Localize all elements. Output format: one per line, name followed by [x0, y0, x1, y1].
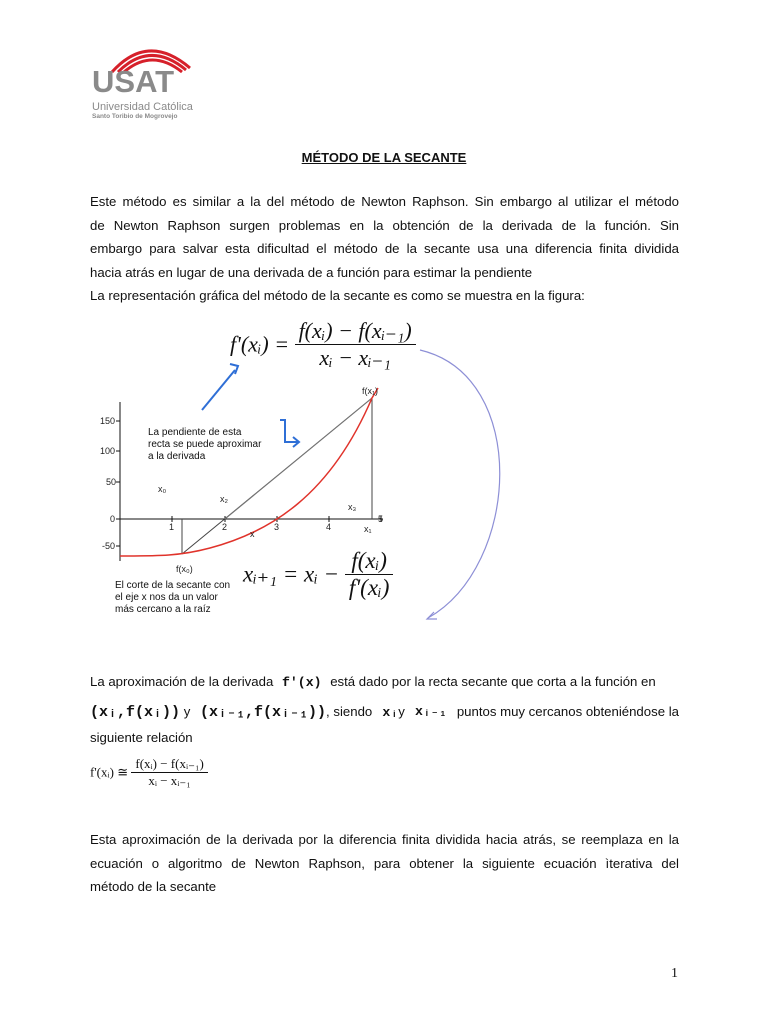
- secant-figure: [80, 316, 680, 626]
- iteration-formula: [243, 548, 393, 601]
- iter-denominator: f'(xᵢ): [348, 575, 390, 600]
- closing-line: ecuación o algoritmo de Newton Raphson, para obtener la siguiente ecuación ìterativa del: [90, 855, 679, 871]
- approx-line-2: [90, 698, 679, 726]
- point-i-minus-1: (xᵢ₋₁,f(xᵢ₋₁)): [199, 703, 327, 721]
- x-tick-label: 3: [274, 522, 280, 532]
- slope-note-line: recta se puede aproximar: [148, 439, 262, 450]
- label-x-axis: x: [250, 529, 255, 539]
- label-f-x1: f(x₁): [362, 386, 379, 396]
- function-curve: [120, 388, 378, 556]
- label-x1: x₁: [364, 524, 372, 534]
- slope-note-line: La pendiente de esta: [148, 427, 242, 438]
- slope-note-line: a la derivada: [148, 451, 206, 462]
- relation-denominator: xᵢ − xᵢ₋₁: [148, 773, 191, 788]
- curved-arrow: [420, 350, 500, 618]
- x-tick-label: 1: [169, 522, 175, 532]
- y-tick-label: -50: [102, 541, 116, 551]
- y-tick-label: 100: [100, 446, 116, 456]
- intro-line: embargo para salvar esta dificultad el método de la secante usa una diferencia finita dividida: [90, 241, 679, 256]
- closing-line: método de la secante: [90, 879, 217, 894]
- deriv-denominator: xᵢ − xᵢ₋₁: [319, 345, 391, 370]
- cut-note-line: el eje x nos da un valor: [115, 592, 218, 603]
- approx-text: , siendo: [326, 703, 373, 719]
- deriv-numerator: f(xᵢ) − f(xᵢ₋₁): [295, 318, 416, 345]
- page-title: MÉTODO DE LA SECANTE: [301, 150, 467, 165]
- cut-note: [115, 580, 230, 616]
- logo-university: Universidad Católica: [92, 101, 193, 113]
- approx-line-3: siguiente relación: [90, 730, 193, 745]
- relation-formula: [90, 756, 208, 789]
- iter-numerator: f(xᵢ): [345, 548, 393, 575]
- derivative-symbol: f'(x): [281, 675, 322, 690]
- relation-fraction: [131, 756, 207, 789]
- intro-line: Este método es similar a la del método de Newton Raphson. Sin embargo al utilizar el método: [90, 194, 679, 209]
- page-number: 1: [671, 966, 678, 981]
- closing-line: Esta aproximación de la derivada por la diferencia finita dividida hacia atrás, se reemplaza en la: [90, 832, 679, 847]
- derivative-formula: [230, 318, 416, 371]
- cut-note-line: El corte de la secante con: [115, 580, 231, 591]
- approx-paragraph: [90, 670, 679, 750]
- relation-numerator: f(xᵢ) − f(xᵢ₋₁): [131, 756, 207, 773]
- label-f-x0: f(x₀): [176, 564, 193, 574]
- label-x0: x₀: [158, 484, 167, 494]
- x-tick-label: 5: [378, 514, 384, 524]
- iter-lhs: xᵢ₊₁ = xᵢ −: [243, 561, 340, 587]
- logo-subtitle: Santo Toribio de Mogrovejo: [92, 113, 178, 120]
- x-i: xᵢ: [382, 704, 399, 720]
- deriv-fraction: [295, 318, 416, 371]
- intro-line: hacia atrás en lugar de una derivada de a función para estimar la pendiente: [90, 264, 533, 280]
- approx-line-1: [90, 670, 679, 698]
- closing-paragraph: [90, 828, 679, 899]
- y-tick-label: 0: [110, 514, 116, 524]
- formula-arrow: [202, 370, 235, 410]
- approx-text: puntos muy cercanos obteniéndose la: [456, 704, 679, 720]
- cut-note-line: más cercano a la raíz: [115, 604, 211, 615]
- x-i-minus-1: xᵢ₋₁: [414, 704, 447, 720]
- iter-fraction: [345, 548, 393, 601]
- x-tick-label: 4: [326, 522, 332, 532]
- y-tick-label: 50: [106, 477, 117, 487]
- figure-intro: La representación gráfica del método de la secante es como se muestra en la figura:: [90, 288, 585, 303]
- intro-paragraph: [90, 190, 679, 308]
- logo-brand: USAT: [92, 64, 175, 99]
- intro-line: de Newton Raphson surgen problemas en la obtención de la derivada de la función. Sin: [90, 217, 679, 233]
- relation-lhs: f'(xᵢ) ≅: [90, 764, 129, 780]
- point-i: (xᵢ,f(xᵢ)): [90, 703, 181, 721]
- deriv-lhs: f'(xᵢ) =: [230, 331, 290, 357]
- slope-note: [148, 427, 261, 463]
- approx-text: La aproximación de la derivada: [90, 674, 274, 689]
- label-x2: x₂: [220, 494, 228, 504]
- y-tick-label: 150: [100, 416, 116, 426]
- x-tick-label: 2: [222, 522, 228, 532]
- approx-text: está dado por la recta secante que corta a la función en: [330, 674, 656, 689]
- conjunction: y: [398, 703, 405, 719]
- label-x3: x₃: [348, 502, 357, 512]
- conjunction: y: [183, 703, 191, 719]
